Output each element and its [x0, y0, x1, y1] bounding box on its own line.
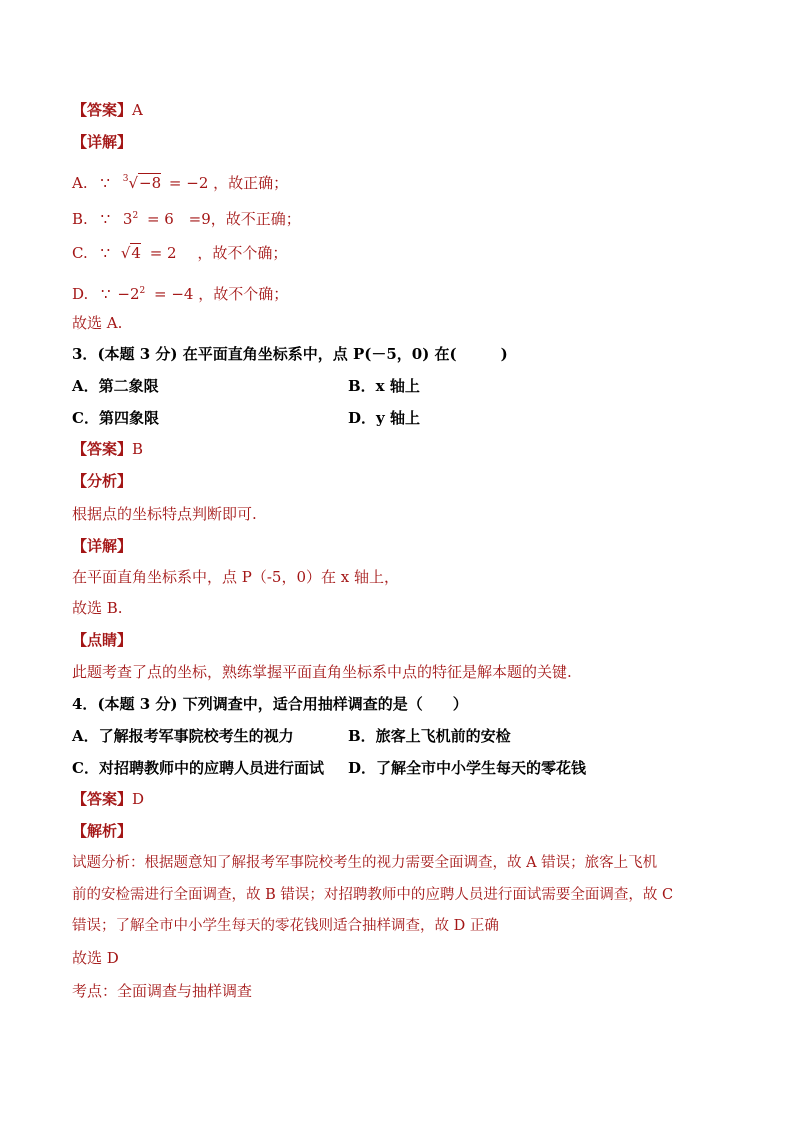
q3-option-d: D．y 轴上 — [348, 409, 420, 427]
because-symbol: ∵ — [100, 244, 111, 262]
q2-answer-row — [72, 99, 143, 121]
q4-option-c: C．对招聘教师中的应聘人员进行面试 — [72, 759, 324, 777]
q3-stem-text: (本题 3 分) 在平面直角坐标系中，点 P(－5，0) 在( — [97, 345, 457, 363]
q3-conclusion: 故选 B. — [72, 599, 123, 617]
q3-detail-label-row — [72, 535, 132, 557]
q2-line-c — [72, 242, 287, 264]
radicand: −8 — [139, 174, 162, 192]
q2-answer-label: 【答案】 — [72, 101, 133, 119]
q2-line-d — [72, 280, 288, 305]
q3-option-c: C．第四象限 — [72, 409, 159, 427]
q4-stem-text: (本题 3 分) 下列调查中，适合用抽样调查的是（ — [97, 695, 423, 713]
q2-line-b-tail: =9，故不正确； — [188, 210, 301, 228]
q2-line-d-prefix: D. — [72, 285, 89, 303]
q3-analysis-label: 【分析】 — [72, 472, 133, 490]
q4-analysis-label: 【解析】 — [72, 822, 133, 840]
q4-number: 4． — [72, 695, 98, 713]
q2-line-c-tail: ，故不个确； — [197, 244, 288, 262]
q3-comment-text: 此题考查了点的坐标，熟练掌握平面直角坐标系中点的特征是解本题的关键. — [72, 663, 572, 681]
power-base: −2 — [117, 285, 140, 303]
q4-analysis-line-2: 前的安检需进行全面调查，故 B 错误；对招聘教师中的应聘人员进行面试需要全面调查，故 C — [72, 887, 674, 903]
q2-line-b-result: = 6 — [146, 210, 174, 228]
q4-option-a: A．了解报考军事院校考生的视力 — [72, 727, 294, 745]
power-expression — [117, 285, 145, 303]
q2-line-a — [72, 168, 288, 194]
radicand: 4 — [131, 244, 141, 262]
power-expression — [123, 210, 138, 228]
q2-line-a-tail: ，故正确； — [213, 174, 289, 192]
because-symbol: ∵ — [100, 210, 111, 228]
square-root-expression: √4 — [120, 244, 141, 262]
q4-answer-label: 【答案】 — [72, 790, 133, 808]
q3-stem-close: ) — [500, 345, 508, 363]
q3-stem — [72, 343, 508, 365]
q3-analysis-label-row — [72, 470, 132, 492]
q3-comment-label: 【点睛】 — [72, 631, 133, 649]
q2-line-c-result: = 2 — [149, 244, 177, 262]
q3-analysis-text: 根据点的坐标特点判断即可. — [72, 505, 257, 523]
q2-line-d-result: = −4 — [154, 285, 194, 303]
power-base: 3 — [122, 210, 133, 228]
q2-line-b — [72, 205, 301, 230]
q2-line-a-result: = −2 — [168, 174, 209, 192]
q4-analysis-line-1: 试题分析：根据题意知了解报考军事院校考生的视力需要全面调查，故 A 错误；旅客上飞机 — [72, 855, 658, 871]
q3-answer-value: B — [132, 440, 144, 458]
q3-option-a: A．第二象限 — [72, 377, 159, 395]
q4-stem-close: ） — [452, 695, 468, 713]
power-exponent: 2 — [139, 286, 146, 296]
q3-answer-row — [72, 438, 143, 460]
q2-line-a-prefix: A. — [72, 174, 88, 192]
q4-option-d: D．了解全市中小学生每天的零花钱 — [348, 759, 587, 777]
q2-conclusion: 故选 A. — [72, 314, 123, 332]
q2-answer-value: A — [132, 101, 143, 119]
power-exponent: 2 — [132, 211, 139, 221]
q2-line-c-prefix: C. — [72, 244, 88, 262]
q4-analysis-label-row — [72, 820, 132, 842]
q3-detail-label: 【详解】 — [72, 537, 133, 555]
q3-detail-text: 在平面直角坐标系中，点 P（-5，0）在 x 轴上， — [72, 568, 400, 586]
q4-conclusion: 故选 D — [72, 949, 119, 967]
q3-option-b: B．x 轴上 — [348, 377, 420, 395]
because-symbol: ∵ — [100, 174, 110, 192]
q3-comment-label-row — [72, 629, 132, 651]
q4-stem — [72, 693, 468, 715]
cube-root-expression: $^3$√−8 — [122, 174, 162, 192]
q2-detail-label: 【详解】 — [72, 133, 133, 151]
q4-answer-value: D — [132, 790, 145, 808]
q2-detail-label-row — [72, 131, 132, 153]
q3-number: 3． — [72, 345, 98, 363]
root-index: 3 — [122, 174, 129, 184]
because-symbol: ∵ — [101, 285, 111, 303]
q3-answer-label: 【答案】 — [72, 440, 133, 458]
q2-line-d-tail: ，故不个确； — [198, 285, 289, 303]
q4-analysis-line-3: 错误；了解全市中小学生每天的零花钱则适合抽样调查，故 D 正确 — [72, 918, 499, 934]
q2-line-b-prefix: B. — [72, 210, 88, 228]
q4-answer-row — [72, 788, 144, 810]
q4-keypoint: 考点：全面调查与抽样调查 — [72, 982, 253, 1000]
q4-option-b: B．旅客上飞机前的安检 — [348, 727, 511, 745]
